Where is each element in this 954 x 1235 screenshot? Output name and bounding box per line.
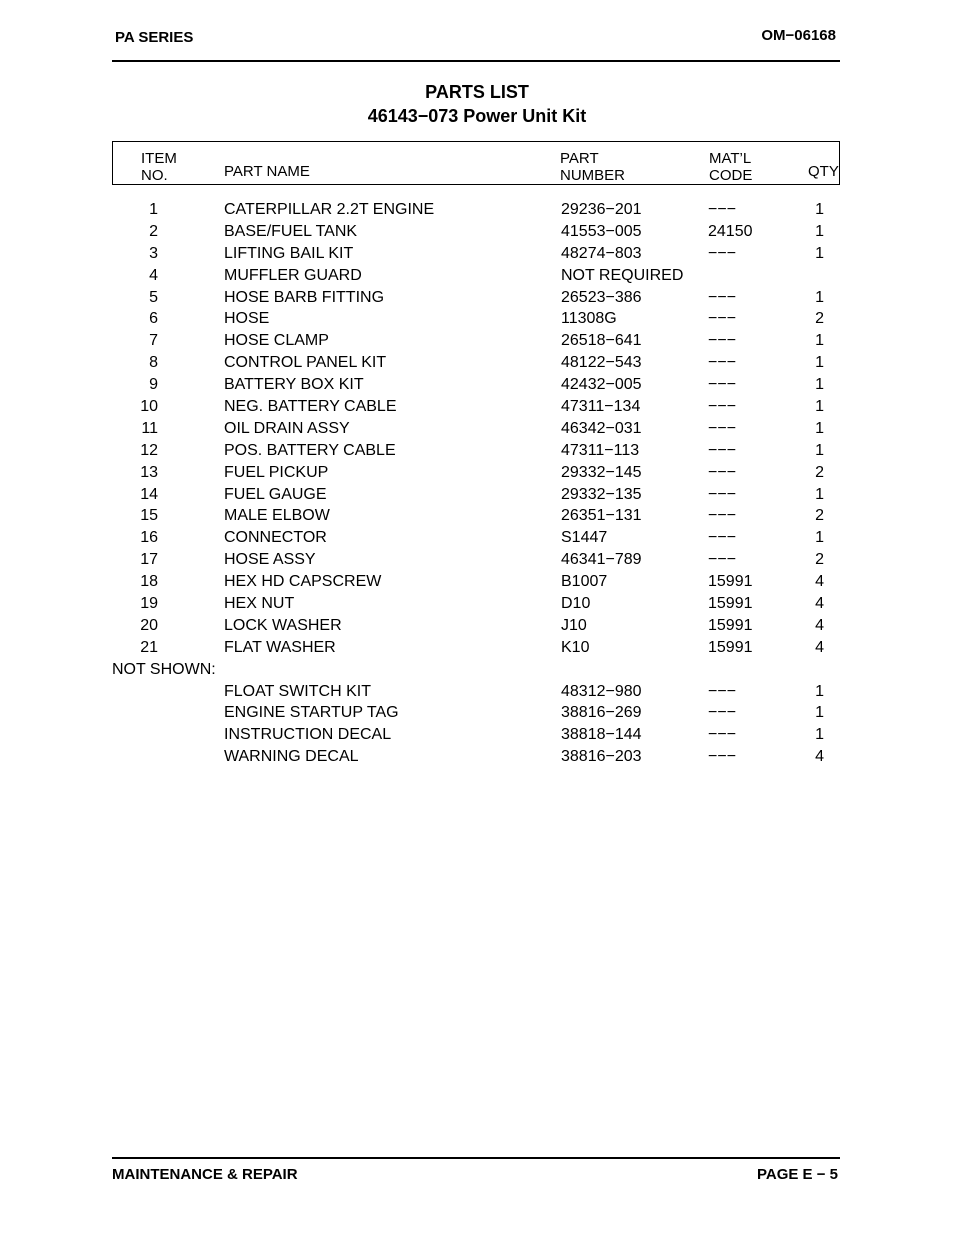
quantity: 1 bbox=[815, 441, 824, 459]
column-header-item-line2: NO. bbox=[141, 167, 168, 184]
item-number: 17 bbox=[140, 551, 158, 569]
matl-code: −−− bbox=[708, 485, 737, 503]
quantity: 2 bbox=[815, 310, 824, 328]
quantity: 4 bbox=[815, 638, 824, 656]
table-row bbox=[0, 374, 954, 396]
quantity: 2 bbox=[815, 507, 824, 525]
quantity: 1 bbox=[815, 288, 824, 306]
table-row bbox=[0, 330, 954, 352]
column-header-part-name: PART NAME bbox=[224, 163, 310, 180]
part-name: BATTERY BOX KIT bbox=[224, 376, 364, 394]
parts-list bbox=[0, 199, 954, 768]
matl-code: −−− bbox=[708, 726, 737, 744]
table-row bbox=[0, 484, 954, 506]
matl-code: −−− bbox=[708, 354, 737, 372]
item-number: 4 bbox=[149, 266, 158, 284]
page-number: PAGE E − 5 bbox=[756, 1166, 838, 1183]
quantity: 1 bbox=[815, 222, 824, 240]
part-number: 29332−145 bbox=[561, 463, 642, 481]
section-label: MAINTENANCE & REPAIR bbox=[112, 1166, 298, 1183]
item-number: 19 bbox=[140, 595, 158, 613]
table-row bbox=[0, 352, 954, 374]
title-line-1: PARTS LIST bbox=[425, 82, 529, 102]
quantity: 4 bbox=[815, 748, 824, 766]
part-name: MUFFLER GUARD bbox=[224, 266, 362, 284]
item-number: 13 bbox=[140, 463, 158, 481]
column-header-part-number bbox=[560, 150, 625, 184]
quantity: 1 bbox=[815, 201, 824, 218]
matl-code: −−− bbox=[708, 682, 737, 700]
column-header-part-line2: NUMBER bbox=[560, 167, 626, 184]
part-number: 11308G bbox=[561, 310, 617, 328]
part-name: LOCK WASHER bbox=[224, 616, 342, 634]
matl-code: −−− bbox=[708, 332, 737, 350]
item-number: 14 bbox=[140, 485, 158, 503]
part-name: HOSE BARB FITTING bbox=[224, 288, 385, 306]
matl-code: −−− bbox=[708, 310, 737, 328]
part-name: FUEL PICKUP bbox=[224, 463, 329, 481]
item-number: 6 bbox=[149, 310, 158, 328]
page-footer bbox=[112, 1157, 840, 1189]
part-name: CONNECTOR bbox=[224, 529, 327, 547]
part-name: FUEL GAUGE bbox=[224, 485, 327, 503]
table-row bbox=[0, 243, 954, 265]
column-header-qty: QTY bbox=[808, 163, 839, 180]
matl-code: −−− bbox=[708, 551, 737, 569]
column-header-matl-line2: CODE bbox=[709, 167, 753, 184]
item-number: 20 bbox=[140, 616, 158, 634]
part-number: 46342−031 bbox=[561, 419, 642, 437]
table-row bbox=[0, 440, 954, 462]
quantity: 4 bbox=[815, 573, 824, 591]
part-number: 26518−641 bbox=[561, 332, 642, 350]
matl-code: 15991 bbox=[708, 616, 753, 634]
part-name: HEX HD CAPSCREW bbox=[224, 573, 382, 591]
part-name: BASE/FUEL TANK bbox=[224, 222, 358, 240]
part-number: 47311−113 bbox=[561, 441, 640, 459]
part-name: INSTRUCTION DECAL bbox=[224, 726, 392, 744]
item-number: 15 bbox=[140, 507, 158, 525]
part-number: 29332−135 bbox=[561, 485, 642, 503]
quantity: 1 bbox=[815, 726, 824, 744]
quantity: 1 bbox=[815, 529, 824, 547]
matl-code: −−− bbox=[708, 463, 737, 481]
document-number: OM−06168 bbox=[761, 27, 836, 44]
part-name: HOSE bbox=[224, 310, 270, 328]
table-row bbox=[0, 418, 954, 440]
part-number: 26523−386 bbox=[561, 288, 642, 306]
series-label: PA SERIES bbox=[115, 29, 194, 46]
item-number: 3 bbox=[149, 244, 158, 262]
table-row bbox=[0, 505, 954, 527]
part-name: CONTROL PANEL KIT bbox=[224, 354, 387, 372]
table-row bbox=[0, 637, 954, 659]
part-number: 48274−803 bbox=[561, 244, 642, 262]
item-number: 5 bbox=[149, 288, 158, 306]
quantity: 4 bbox=[815, 616, 824, 634]
quantity: 2 bbox=[815, 463, 824, 481]
matl-code: −−− bbox=[708, 398, 737, 416]
quantity: 4 bbox=[815, 595, 824, 613]
part-number: J10 bbox=[561, 616, 587, 634]
part-number: 26351−131 bbox=[561, 507, 642, 525]
quantity: 1 bbox=[815, 682, 824, 700]
matl-code: −−− bbox=[708, 419, 737, 437]
part-name: FLOAT SWITCH KIT bbox=[224, 682, 371, 700]
item-number: 16 bbox=[140, 529, 158, 547]
quantity: 1 bbox=[815, 332, 824, 350]
title-line-2: 46143−073 Power Unit Kit bbox=[367, 106, 587, 126]
part-number: 48312−980 bbox=[561, 682, 642, 700]
matl-code: −−− bbox=[708, 704, 737, 722]
part-number: 47311−134 bbox=[561, 398, 641, 416]
matl-code: −−− bbox=[708, 748, 737, 766]
part-number: K10 bbox=[561, 638, 590, 656]
part-number: B1007 bbox=[561, 573, 608, 591]
quantity: 2 bbox=[815, 551, 824, 569]
part-name: CATERPILLAR 2.2T ENGINE bbox=[224, 201, 435, 218]
part-number: 41553−005 bbox=[561, 222, 642, 240]
part-number: 38816−269 bbox=[561, 704, 642, 722]
table-row bbox=[0, 615, 954, 637]
part-name: HOSE ASSY bbox=[224, 551, 316, 569]
matl-code: −−− bbox=[708, 288, 737, 306]
quantity: 1 bbox=[815, 398, 824, 416]
page-header bbox=[112, 26, 840, 62]
table-row bbox=[0, 681, 954, 703]
item-number: 11 bbox=[141, 419, 158, 437]
column-header-box bbox=[112, 141, 840, 185]
item-number: 9 bbox=[149, 376, 158, 394]
not-shown-label: NOT SHOWN: bbox=[112, 660, 216, 678]
part-name: ENGINE STARTUP TAG bbox=[224, 704, 399, 722]
quantity: 1 bbox=[815, 244, 824, 262]
part-name: LIFTING BAIL KIT bbox=[224, 244, 354, 262]
matl-code: −−− bbox=[708, 376, 737, 394]
quantity: 1 bbox=[815, 485, 824, 503]
matl-code: −−− bbox=[708, 441, 737, 459]
table-row bbox=[0, 527, 954, 549]
matl-code: 24150 bbox=[708, 222, 753, 240]
part-name: WARNING DECAL bbox=[224, 748, 359, 766]
table-row bbox=[0, 462, 954, 484]
quantity: 1 bbox=[815, 704, 824, 722]
matl-code: −−− bbox=[708, 201, 737, 218]
item-number: 10 bbox=[140, 398, 158, 416]
page-title bbox=[112, 80, 842, 128]
column-header-item-line1: ITEM bbox=[141, 150, 177, 167]
part-number: 38818−144 bbox=[561, 726, 642, 744]
matl-code: 15991 bbox=[708, 573, 753, 591]
part-number: D10 bbox=[561, 595, 591, 613]
item-number: 21 bbox=[140, 638, 158, 656]
quantity: 1 bbox=[815, 419, 824, 437]
part-number: S1447 bbox=[561, 529, 608, 547]
matl-code: 15991 bbox=[708, 638, 753, 656]
table-row bbox=[0, 287, 954, 309]
table-row bbox=[0, 221, 954, 243]
item-number: 2 bbox=[149, 222, 158, 240]
table-row bbox=[0, 308, 954, 330]
column-header-part-line1: PART bbox=[560, 150, 599, 167]
column-header-item-no bbox=[141, 150, 177, 184]
table-row bbox=[0, 746, 954, 768]
part-name: POS. BATTERY CABLE bbox=[224, 441, 396, 459]
table-row bbox=[0, 265, 954, 287]
table-row bbox=[0, 199, 954, 221]
matl-code: −−− bbox=[708, 529, 737, 547]
part-number: 38816−203 bbox=[561, 748, 642, 766]
column-header-matl-line1: MAT’L bbox=[709, 150, 752, 167]
column-header-matl-code bbox=[709, 150, 752, 184]
part-number: NOT REQUIRED bbox=[561, 266, 684, 284]
quantity: 1 bbox=[815, 376, 824, 394]
part-name: OIL DRAIN ASSY bbox=[224, 419, 350, 437]
table-row bbox=[0, 724, 954, 746]
item-number: 8 bbox=[149, 354, 158, 372]
table-row bbox=[0, 571, 954, 593]
item-number: 7 bbox=[149, 332, 158, 350]
part-name: NEG. BATTERY CABLE bbox=[224, 398, 397, 416]
table-row bbox=[0, 702, 954, 724]
item-number: 18 bbox=[140, 573, 158, 591]
matl-code: −−− bbox=[708, 507, 737, 525]
quantity: 1 bbox=[815, 354, 824, 372]
part-name: HEX NUT bbox=[224, 595, 295, 613]
table-row bbox=[0, 396, 954, 418]
table-row bbox=[0, 593, 954, 615]
table-row bbox=[0, 549, 954, 571]
part-name: MALE ELBOW bbox=[224, 507, 330, 525]
part-number: 48122−543 bbox=[561, 354, 642, 372]
matl-code: −−− bbox=[708, 244, 737, 262]
part-number: 42432−005 bbox=[561, 376, 642, 394]
matl-code: 15991 bbox=[708, 595, 753, 613]
item-number: 1 bbox=[149, 201, 158, 218]
not-shown-row bbox=[0, 659, 954, 681]
part-number: 46341−789 bbox=[561, 551, 642, 569]
part-number: 29236−201 bbox=[561, 201, 642, 218]
item-number: 12 bbox=[140, 441, 158, 459]
part-name: FLAT WASHER bbox=[224, 638, 336, 656]
part-name: HOSE CLAMP bbox=[224, 332, 329, 350]
